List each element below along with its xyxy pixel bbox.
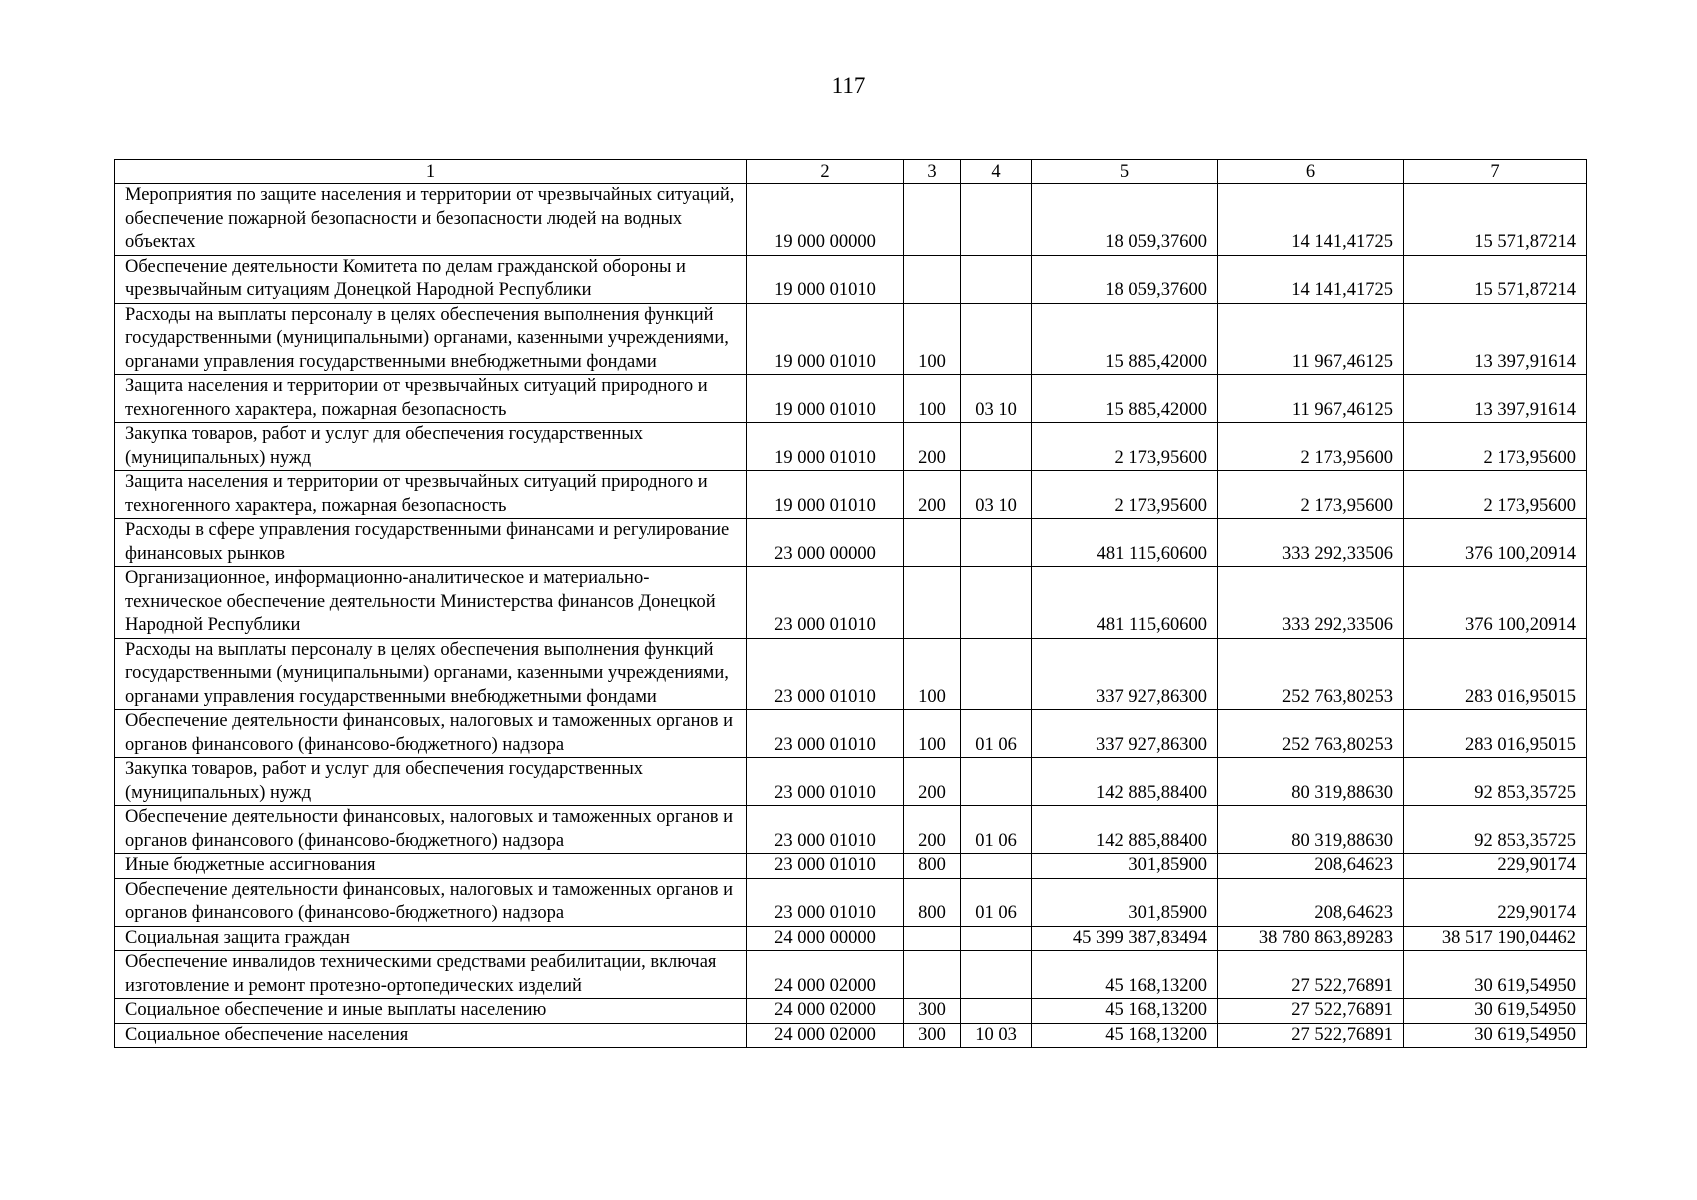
amount-col6-cell: 14 141,41725 [1218, 255, 1404, 303]
expense-type-cell: 200 [904, 806, 961, 854]
amount-col7-cell: 376 100,20914 [1404, 567, 1587, 639]
column-header-3: 3 [904, 160, 961, 184]
amount-col6-cell: 38 780 863,89283 [1218, 926, 1404, 951]
target-article-cell: 23 000 01010 [747, 567, 904, 639]
amount-col6-cell: 208,64623 [1218, 878, 1404, 926]
amount-col5-cell: 142 885,88400 [1032, 806, 1218, 854]
target-article-cell: 24 000 02000 [747, 1023, 904, 1048]
target-article-cell: 24 000 00000 [747, 926, 904, 951]
section-subsection-cell: 03 10 [961, 471, 1032, 519]
table-row [115, 806, 1587, 854]
section-subsection-cell [961, 999, 1032, 1024]
amount-col6-cell: 11 967,46125 [1218, 303, 1404, 375]
expense-type-cell: 100 [904, 303, 961, 375]
target-article-cell: 23 000 00000 [747, 519, 904, 567]
table-row [115, 638, 1587, 710]
section-subsection-cell [961, 519, 1032, 567]
section-subsection-cell [961, 854, 1032, 879]
amount-col6-cell: 80 319,88630 [1218, 806, 1404, 854]
amount-col6-cell: 27 522,76891 [1218, 999, 1404, 1024]
target-article-cell: 23 000 01010 [747, 758, 904, 806]
table-row [115, 926, 1587, 951]
expense-name-cell: Мероприятия по защите населения и территории от чрезвычайных ситуаций, обеспечение пожарной безопасности и безопасности людей на водных объектах [115, 184, 747, 256]
amount-col6-cell: 27 522,76891 [1218, 951, 1404, 999]
expense-type-cell: 800 [904, 878, 961, 926]
amount-col6-cell: 208,64623 [1218, 854, 1404, 879]
expense-type-cell: 300 [904, 999, 961, 1024]
target-article-cell: 24 000 02000 [747, 999, 904, 1024]
target-article-cell: 19 000 01010 [747, 375, 904, 423]
amount-col6-cell: 27 522,76891 [1218, 1023, 1404, 1048]
amount-col7-cell: 38 517 190,04462 [1404, 926, 1587, 951]
amount-col6-cell: 252 763,80253 [1218, 638, 1404, 710]
amount-col7-cell: 2 173,95600 [1404, 471, 1587, 519]
table-row [115, 184, 1587, 256]
table-row [115, 758, 1587, 806]
expense-name-cell: Обеспечение деятельности финансовых, налоговых и таможенных органов и органов финансового (финансово-бюджетного) надзора [115, 710, 747, 758]
amount-col5-cell: 2 173,95600 [1032, 423, 1218, 471]
expense-type-cell [904, 255, 961, 303]
amount-col5-cell: 481 115,60600 [1032, 567, 1218, 639]
amount-col7-cell: 13 397,91614 [1404, 303, 1587, 375]
amount-col7-cell: 15 571,87214 [1404, 255, 1587, 303]
amount-col5-cell: 337 927,86300 [1032, 638, 1218, 710]
target-article-cell: 23 000 01010 [747, 806, 904, 854]
column-header-4: 4 [961, 160, 1032, 184]
target-article-cell: 19 000 01010 [747, 303, 904, 375]
table-header [115, 160, 1587, 184]
table-row [115, 375, 1587, 423]
amount-col5-cell: 45 168,13200 [1032, 951, 1218, 999]
amount-col5-cell: 142 885,88400 [1032, 758, 1218, 806]
expense-type-cell [904, 567, 961, 639]
amount-col5-cell: 15 885,42000 [1032, 375, 1218, 423]
budget-table [114, 159, 1587, 1048]
expense-name-cell: Расходы в сфере управления государственными финансами и регулирование финансовых рынков [115, 519, 747, 567]
section-subsection-cell: 01 06 [961, 710, 1032, 758]
section-subsection-cell [961, 758, 1032, 806]
expense-name-cell: Защита населения и территории от чрезвычайных ситуаций природного и техногенного характера, пожарная безопасность [115, 471, 747, 519]
expense-name-cell: Социальное обеспечение населения [115, 1023, 747, 1048]
section-subsection-cell [961, 303, 1032, 375]
amount-col7-cell: 30 619,54950 [1404, 951, 1587, 999]
section-subsection-cell [961, 926, 1032, 951]
expense-type-cell [904, 184, 961, 256]
amount-col7-cell: 283 016,95015 [1404, 710, 1587, 758]
amount-col5-cell: 481 115,60600 [1032, 519, 1218, 567]
amount-col6-cell: 80 319,88630 [1218, 758, 1404, 806]
target-article-cell: 23 000 01010 [747, 878, 904, 926]
amount-col5-cell: 18 059,37600 [1032, 184, 1218, 256]
amount-col7-cell: 30 619,54950 [1404, 999, 1587, 1024]
target-article-cell: 24 000 02000 [747, 951, 904, 999]
column-header-5: 5 [1032, 160, 1218, 184]
expense-name-cell: Обеспечение инвалидов техническими средствами реабилитации, включая изготовление и ремонт протезно-ортопедических изделий [115, 951, 747, 999]
expense-name-cell: Расходы на выплаты персоналу в целях обеспечения выполнения функций государственными (муниципальными) органами, казенными учреждениями, органами управления государственными внебюджетными фондами [115, 638, 747, 710]
expense-name-cell: Защита населения и территории от чрезвычайных ситуаций природного и техногенного характера, пожарная безопасность [115, 375, 747, 423]
expense-name-cell: Социальное обеспечение и иные выплаты населению [115, 999, 747, 1024]
table-row [115, 303, 1587, 375]
expense-type-cell: 200 [904, 423, 961, 471]
expense-type-cell [904, 519, 961, 567]
expense-name-cell: Закупка товаров, работ и услуг для обеспечения государственных (муниципальных) нужд [115, 423, 747, 471]
target-article-cell: 23 000 01010 [747, 638, 904, 710]
table-row [115, 710, 1587, 758]
amount-col5-cell: 15 885,42000 [1032, 303, 1218, 375]
table-row [115, 471, 1587, 519]
amount-col6-cell: 2 173,95600 [1218, 423, 1404, 471]
header-row [115, 160, 1587, 184]
table-row [115, 878, 1587, 926]
section-subsection-cell: 01 06 [961, 878, 1032, 926]
section-subsection-cell: 10 03 [961, 1023, 1032, 1048]
amount-col6-cell: 333 292,33506 [1218, 567, 1404, 639]
section-subsection-cell: 01 06 [961, 806, 1032, 854]
amount-col7-cell: 283 016,95015 [1404, 638, 1587, 710]
amount-col6-cell: 14 141,41725 [1218, 184, 1404, 256]
expense-type-cell: 800 [904, 854, 961, 879]
amount-col5-cell: 45 168,13200 [1032, 999, 1218, 1024]
table-row [115, 1023, 1587, 1048]
section-subsection-cell [961, 567, 1032, 639]
expense-name-cell: Организационное, информационно-аналитическое и материально-техническое обеспечение деятельности Министерства финансов Донецкой Народной Республики [115, 567, 747, 639]
table-row [115, 567, 1587, 639]
table-row [115, 951, 1587, 999]
section-subsection-cell: 03 10 [961, 375, 1032, 423]
expense-type-cell: 200 [904, 471, 961, 519]
column-header-6: 6 [1218, 160, 1404, 184]
section-subsection-cell [961, 184, 1032, 256]
expense-name-cell: Иные бюджетные ассигнования [115, 854, 747, 879]
amount-col5-cell: 2 173,95600 [1032, 471, 1218, 519]
amount-col7-cell: 13 397,91614 [1404, 375, 1587, 423]
amount-col7-cell: 92 853,35725 [1404, 806, 1587, 854]
amount-col5-cell: 337 927,86300 [1032, 710, 1218, 758]
section-subsection-cell [961, 255, 1032, 303]
amount-col5-cell: 45 399 387,83494 [1032, 926, 1218, 951]
column-header-2: 2 [747, 160, 904, 184]
amount-col5-cell: 18 059,37600 [1032, 255, 1218, 303]
amount-col7-cell: 376 100,20914 [1404, 519, 1587, 567]
amount-col5-cell: 45 168,13200 [1032, 1023, 1218, 1048]
column-header-1: 1 [115, 160, 747, 184]
column-header-7: 7 [1404, 160, 1587, 184]
amount-col7-cell: 2 173,95600 [1404, 423, 1587, 471]
table-row [115, 999, 1587, 1024]
target-article-cell: 23 000 01010 [747, 710, 904, 758]
table-row [115, 255, 1587, 303]
target-article-cell: 19 000 00000 [747, 184, 904, 256]
expense-type-cell [904, 926, 961, 951]
section-subsection-cell [961, 951, 1032, 999]
amount-col7-cell: 229,90174 [1404, 854, 1587, 879]
amount-col6-cell: 333 292,33506 [1218, 519, 1404, 567]
target-article-cell: 19 000 01010 [747, 423, 904, 471]
table-row [115, 854, 1587, 879]
target-article-cell: 19 000 01010 [747, 471, 904, 519]
expense-name-cell: Социальная защита граждан [115, 926, 747, 951]
amount-col7-cell: 15 571,87214 [1404, 184, 1587, 256]
table-body [115, 184, 1587, 1048]
amount-col6-cell: 2 173,95600 [1218, 471, 1404, 519]
expense-name-cell: Закупка товаров, работ и услуг для обеспечения государственных (муниципальных) нужд [115, 758, 747, 806]
section-subsection-cell [961, 423, 1032, 471]
table-row [115, 423, 1587, 471]
expense-type-cell: 100 [904, 375, 961, 423]
expense-type-cell [904, 951, 961, 999]
amount-col5-cell: 301,85900 [1032, 878, 1218, 926]
amount-col7-cell: 229,90174 [1404, 878, 1587, 926]
expense-type-cell: 300 [904, 1023, 961, 1048]
amount-col7-cell: 30 619,54950 [1404, 1023, 1587, 1048]
expense-name-cell: Расходы на выплаты персоналу в целях обеспечения выполнения функций государственными (муниципальными) органами, казенными учреждениями, органами управления государственными внебюджетными фондами [115, 303, 747, 375]
amount-col5-cell: 301,85900 [1032, 854, 1218, 879]
amount-col6-cell: 252 763,80253 [1218, 710, 1404, 758]
page-number: 117 [831, 73, 866, 98]
amount-col6-cell: 11 967,46125 [1218, 375, 1404, 423]
target-article-cell: 19 000 01010 [747, 255, 904, 303]
table-row [115, 519, 1587, 567]
expense-name-cell: Обеспечение деятельности финансовых, налоговых и таможенных органов и органов финансового (финансово-бюджетного) надзора [115, 806, 747, 854]
section-subsection-cell [961, 638, 1032, 710]
target-article-cell: 23 000 01010 [747, 854, 904, 879]
expense-name-cell: Обеспечение деятельности Комитета по делам гражданской обороны и чрезвычайным ситуациям Донецкой Народной Республики [115, 255, 747, 303]
expense-type-cell: 100 [904, 710, 961, 758]
expense-type-cell: 100 [904, 638, 961, 710]
amount-col7-cell: 92 853,35725 [1404, 758, 1587, 806]
expense-type-cell: 200 [904, 758, 961, 806]
expense-name-cell: Обеспечение деятельности финансовых, налоговых и таможенных органов и органов финансового (финансово-бюджетного) надзора [115, 878, 747, 926]
